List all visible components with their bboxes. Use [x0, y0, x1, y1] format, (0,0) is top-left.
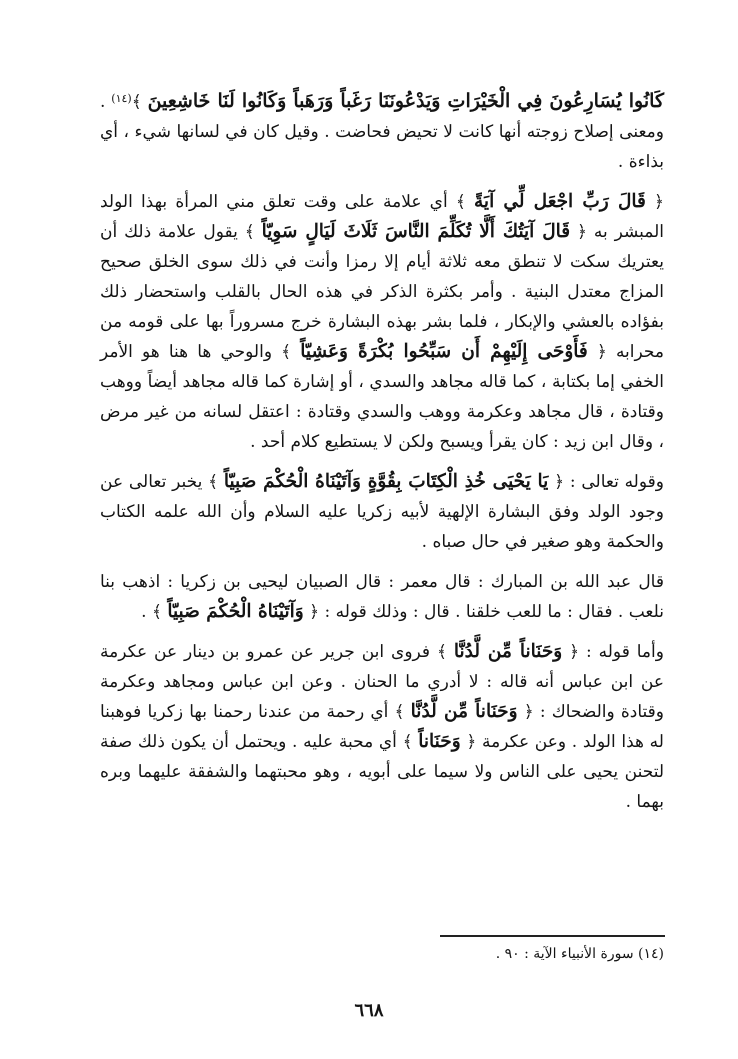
quote-bracket: ﴾: [131, 92, 148, 112]
quote-bracket: ﴿: [548, 472, 565, 492]
footnote-ref: (١٤): [111, 92, 132, 105]
body-text: يخبر تعالى عن وجود الولد وفق البشارة الإلهية لأبيه زكريا عليه السلام وأن الله علمه الكتاب والحكمة وهو صغير في حال صباه .: [100, 472, 664, 552]
footnote-divider: [440, 935, 665, 937]
quote-bracket: ﴿: [303, 602, 320, 622]
quran-quote: قَالَ رَبِّ اجْعَل لِّي آيَةً: [474, 191, 646, 212]
quote-bracket: ﴾: [436, 642, 454, 662]
quote-bracket: ﴾: [455, 192, 475, 212]
quran-quote: وَآتَيْنَاهُ الْحُكْمَ صَبِيّاً: [167, 601, 304, 622]
quran-quote: وَحَنَاناً مِّن لَّدُنَّا: [410, 701, 518, 722]
quote-bracket: ﴾: [402, 732, 419, 752]
quote-bracket: ﴿: [587, 342, 607, 362]
quote-bracket: ﴾: [208, 472, 224, 492]
paragraph: [100, 637, 664, 817]
quran-quote: كَانُوا يُسَارِعُونَ فِي الْخَيْرَاتِ وَيَدْعُونَنَا رَغَباً وَرَهَباً وَكَانُوا لَنَا خَاشِعِينَ: [147, 90, 664, 112]
quran-quote: يَا يَحْيَى خُذِ الْكِتَابَ بِقُوَّةٍ وَآتَيْنَاهُ الْحُكْمَ صَبِيّاً: [223, 471, 549, 492]
paragraph: [100, 187, 664, 457]
quote-bracket: ﴿: [517, 702, 534, 722]
body-text: فروى ابن جرير عن عمرو بن دينار عن عكرمة عن ابن عباس أنه قاله : لا أدري ما الحنان . وعن ابن عباس ومجاهد وعكرمة وقتادة والضحاك :: [100, 642, 664, 722]
body-text: والوحي ها هنا هو الأمر الخفي إما بكتابة ، كما قاله مجاهد والسدي ، أو إشارة كما قاله مجاهد أيضاً ووهب وقتادة ، قال مجاهد وعكرمة ووهب والسدي وقتادة : اعتقل لسانه من غير مرض ، وقال ابن زيد : كان يقرأ ويسبح ولكن لا يستطيع كلام أحد .: [100, 342, 664, 452]
quote-bracket: ﴿: [460, 732, 477, 752]
body-text: يقول علامة ذلك أن يعتريك سكت لا تنطق معه ثلاثة أيام إلا رمزا وأنت في ذلك سوى الخلق صحيح المزاج معتدل البنية . وأمر بكثرة الذكر في هذه الحال بالقلب واستحضار ذلك بفؤاده بالعشي والإبكار ، فلما بشر بهذه البشارة خرج مسروراً بها على قومه من محرابه: [100, 222, 664, 362]
body-text: .: [141, 602, 152, 622]
paragraph: [100, 84, 664, 177]
quote-bracket: ﴾: [244, 222, 262, 242]
quote-bracket: ﴾: [281, 342, 301, 362]
body-text: أي محبة عليه . ويحتمل أن يكون ذلك صفة لتحنن يحيى على الناس ولا سيما على أبويه ، وهو محبتهما والشفقة عليهما وبره بهما .: [100, 732, 664, 812]
paragraph: [100, 467, 664, 557]
body-text: وقوله تعالى :: [564, 472, 664, 492]
body-text: . ومعنى إصلاح زوجته أنها كانت لا تحيض فحاضت . وقيل كان في لسانها شيء ، أي بذاءة .: [100, 92, 664, 172]
body-text: أي علامة على وقت تعلق مني المرأة بهذا الولد المبشر به: [100, 192, 664, 242]
quote-bracket: ﴾: [151, 602, 168, 622]
quote-bracket: ﴿: [645, 192, 665, 212]
body-text: وأما قوله :: [579, 642, 664, 662]
paragraph: [100, 567, 664, 627]
page-body: [100, 84, 664, 827]
footnote: (١٤) سورة الأنبياء الآية : ٩٠ .: [495, 946, 664, 962]
body-text: قال عبد الله بن المبارك : قال معمر : قال الصبيان ليحيى بن زكريا : اذهب بنا نلعب . فقال : ما للعب خلقنا . قال : وذلك قوله :: [100, 572, 664, 622]
quran-quote: فَأَوْحَى إِلَيْهِمْ أَن سَبِّحُوا بُكْرَةً وَعَشِيّاً: [300, 341, 588, 362]
quran-quote: وَحَنَاناً مِّن لَّدُنَّا: [453, 641, 563, 662]
quran-quote: قَالَ آيَتُكَ أَلَّا تُكَلِّمَ النَّاسَ ثَلَاثَ لَيَالٍ سَوِيّاً: [261, 221, 571, 242]
quote-bracket: ﴿: [570, 222, 587, 242]
page-number: ٦٦٨: [354, 1000, 384, 1021]
quote-bracket: ﴾: [394, 702, 411, 722]
quran-quote: وَحَنَاناً: [418, 731, 461, 752]
quote-bracket: ﴿: [562, 642, 580, 662]
body-text: أي رحمة من عندنا رحمنا بها زكريا فوهبنا له هذا الولد . وعن عكرمة: [100, 702, 664, 752]
